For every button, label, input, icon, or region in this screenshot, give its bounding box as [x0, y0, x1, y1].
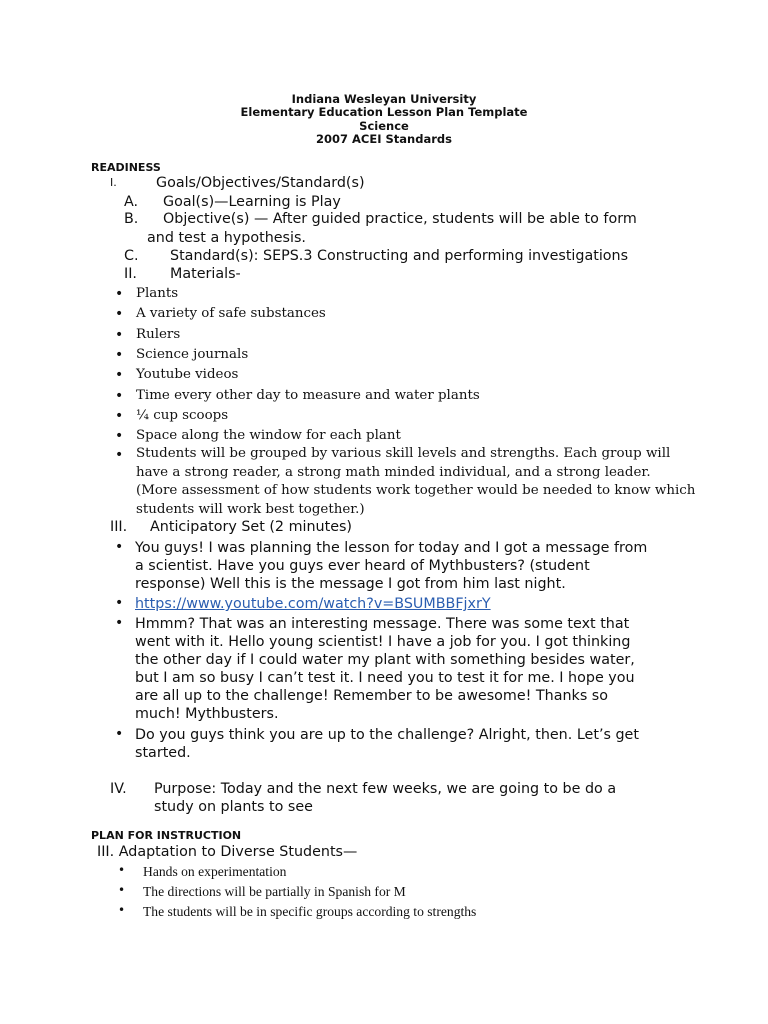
bullet-icon: •	[118, 863, 126, 877]
bullet-icon: •	[115, 286, 124, 302]
section-4-number: IV.	[110, 781, 127, 797]
bullet-icon: •	[115, 326, 124, 343]
readiness-heading: READINESS	[91, 161, 161, 174]
bullet-icon: •	[115, 387, 124, 404]
material-item: Science journals	[136, 346, 249, 362]
material-item: Space along the window for each plant	[136, 428, 401, 444]
adaptation-item: Hands on experimentation	[143, 864, 287, 879]
purpose-text: Purpose: Today and the next few weeks, we are going to be do a	[154, 781, 617, 797]
grouping-line: have a strong reader, a strong math minded individual, and a strong leader.	[136, 464, 651, 480]
anticipatory-paragraph-3	[135, 726, 639, 762]
section-3-title: Anticipatory Set (2 minutes)	[150, 519, 353, 535]
anticipatory-line: are all up to the challenge! Remember to be awesome! Thanks so	[135, 688, 609, 704]
purpose-text-cont: study on plants to see	[154, 799, 313, 815]
section-2-title: Materials-	[170, 266, 241, 282]
material-item: Time every other day to measure and water plants	[136, 387, 480, 403]
bullet-icon: •	[115, 615, 124, 631]
standard-number: C.	[124, 248, 139, 264]
grouping-line: (More assessment of how students work together would be needed to know which	[136, 483, 696, 498]
adaptation-item: The students will be in specific groups according to strengths	[143, 904, 477, 919]
section-1-title: Goals/Objectives/Standard(s)	[156, 175, 365, 191]
bullet-icon: •	[115, 595, 124, 611]
bullet-icon: •	[118, 903, 126, 917]
objective-number: B.	[124, 211, 139, 227]
adaptation-item: The directions will be partially in Spanish for M	[143, 884, 406, 899]
bullet-icon: •	[115, 306, 124, 323]
doc-title-university: Indiana Wesleyan University	[291, 92, 477, 106]
section-3-number: III.	[110, 519, 128, 535]
section-1-number: I.	[110, 176, 117, 189]
bullet-icon: •	[118, 883, 126, 897]
goal-number: A.	[124, 194, 139, 210]
objective-text-cont: and test a hypothesis.	[147, 230, 306, 246]
material-item: A variety of safe substances	[136, 306, 326, 322]
goal-text: Goal(s)—Learning is Play	[163, 194, 341, 210]
anticipatory-line: much! Mythbusters.	[135, 706, 279, 722]
bullet-icon: •	[115, 407, 124, 424]
anticipatory-paragraph-1	[135, 539, 647, 593]
grouping-paragraph	[136, 445, 695, 519]
anticipatory-line: the other day if I could water my plant with something besides water,	[135, 652, 635, 668]
standard-text: Standard(s): SEPS.3 Constructing and performing investigations	[170, 248, 629, 264]
anticipatory-line: started.	[135, 745, 191, 761]
youtube-link[interactable]: https://www.youtube.com/watch?v=BSUMBBFjxrY	[135, 596, 491, 612]
plan-heading: PLAN FOR INSTRUCTION	[91, 829, 242, 842]
grouping-line: students will work best together.)	[136, 501, 365, 517]
section-2-number: II.	[124, 266, 137, 282]
anticipatory-line: You guys! I was planning the lesson for today and I got a message from	[135, 540, 648, 556]
anticipatory-line: response) Well this is the message I got from him last night.	[135, 576, 566, 592]
bullet-icon: •	[115, 539, 124, 555]
adaptation-title: III. Adaptation to Diverse Students—	[97, 844, 358, 860]
objective-text: Objective(s) — After guided practice, students will be able to form	[163, 211, 637, 227]
material-item: ¼ cup scoops	[136, 407, 229, 423]
anticipatory-line: but I am so busy I can’t test it. I need you to test it for me. I hope you	[135, 670, 635, 686]
anticipatory-paragraph-2	[135, 615, 635, 723]
bullet-icon: •	[115, 367, 124, 384]
material-item: Youtube videos	[136, 367, 239, 383]
grouping-line: Students will be grouped by various skill levels and strengths. Each group will	[136, 446, 671, 461]
bullet-icon: •	[115, 346, 124, 363]
doc-title-subject: Science	[359, 119, 409, 133]
bullet-icon: •	[115, 447, 124, 463]
bullet-icon: •	[115, 428, 124, 445]
anticipatory-line: Hmmm? That was an interesting message. There was some text that	[135, 616, 630, 632]
anticipatory-line: Do you guys think you are up to the challenge? Alright, then. Let’s get	[135, 727, 639, 743]
anticipatory-line: went with it. Hello young scientist! I have a job for you. I got thinking	[135, 634, 631, 650]
anticipatory-line: a scientist. Have you guys ever heard of Mythbusters? (student	[135, 558, 590, 574]
doc-title-template: Elementary Education Lesson Plan Template	[240, 105, 528, 119]
doc-title-standards: 2007 ACEI Standards	[316, 132, 452, 146]
material-item: Rulers	[136, 326, 181, 342]
material-item: Plants	[136, 286, 179, 301]
bullet-icon: •	[115, 726, 124, 742]
